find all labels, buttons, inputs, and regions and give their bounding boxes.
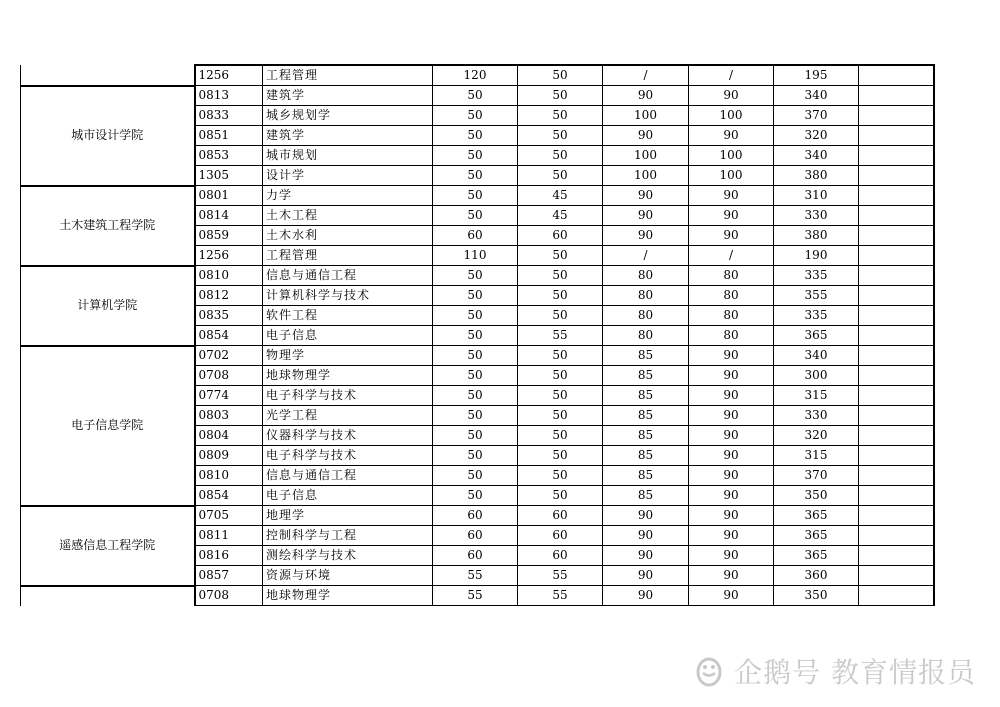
score-cell-1: 55 xyxy=(433,586,518,606)
total-cell: 195 xyxy=(774,65,859,86)
note-cell xyxy=(859,226,934,246)
score-cell-4: 90 xyxy=(689,366,774,386)
score-cell-4: 90 xyxy=(689,526,774,546)
score-cell-1: 50 xyxy=(433,286,518,306)
score-cell-1: 60 xyxy=(433,526,518,546)
score-cell-4: 90 xyxy=(689,226,774,246)
score-table xyxy=(20,64,935,606)
score-cell-2: 60 xyxy=(518,506,603,526)
score-cell-1: 60 xyxy=(433,546,518,566)
school-cell xyxy=(21,65,195,86)
score-cell-2: 50 xyxy=(518,266,603,286)
score-cell-3: 90 xyxy=(603,226,689,246)
score-cell-3: 80 xyxy=(603,286,689,306)
code-cell: 0813 xyxy=(195,86,263,106)
note-cell xyxy=(859,166,934,186)
note-cell xyxy=(859,106,934,126)
score-cell-1: 110 xyxy=(433,246,518,266)
score-cell-2: 50 xyxy=(518,386,603,406)
total-cell: 365 xyxy=(774,526,859,546)
code-cell: 1305 xyxy=(195,166,263,186)
code-cell: 0810 xyxy=(195,266,263,286)
total-cell: 315 xyxy=(774,446,859,466)
code-cell: 1256 xyxy=(195,246,263,266)
note-cell xyxy=(859,266,934,286)
score-cell-1: 60 xyxy=(433,226,518,246)
score-cell-2: 50 xyxy=(518,366,603,386)
score-cell-4: 90 xyxy=(689,86,774,106)
note-cell xyxy=(859,406,934,426)
code-cell: 0809 xyxy=(195,446,263,466)
note-cell xyxy=(859,366,934,386)
code-cell: 0803 xyxy=(195,406,263,426)
score-cell-2: 60 xyxy=(518,526,603,546)
score-cell-2: 45 xyxy=(518,206,603,226)
score-cell-4: 90 xyxy=(689,346,774,366)
note-cell xyxy=(859,306,934,326)
score-cell-4: 90 xyxy=(689,386,774,406)
score-cell-1: 50 xyxy=(433,386,518,406)
major-cell: 计算机科学与技术 xyxy=(263,286,433,306)
note-cell xyxy=(859,126,934,146)
score-cell-3: 90 xyxy=(603,546,689,566)
score-cell-4: 90 xyxy=(689,426,774,446)
score-cell-1: 50 xyxy=(433,186,518,206)
score-cell-1: 50 xyxy=(433,86,518,106)
score-cell-3: 90 xyxy=(603,126,689,146)
school-cell: 计算机学院 xyxy=(21,266,195,346)
note-cell xyxy=(859,466,934,486)
note-cell xyxy=(859,486,934,506)
code-cell: 1256 xyxy=(195,65,263,86)
note-cell xyxy=(859,65,934,86)
score-cell-1: 120 xyxy=(433,65,518,86)
table-row xyxy=(21,586,934,606)
note-cell xyxy=(859,386,934,406)
score-cell-4: 90 xyxy=(689,466,774,486)
major-cell: 光学工程 xyxy=(263,406,433,426)
code-cell: 0812 xyxy=(195,286,263,306)
school-cell: 土木建筑工程学院 xyxy=(21,186,195,266)
score-cell-3: 85 xyxy=(603,386,689,406)
score-cell-4: 80 xyxy=(689,266,774,286)
score-cell-3: 90 xyxy=(603,566,689,586)
score-cell-1: 50 xyxy=(433,106,518,126)
score-cell-3: 90 xyxy=(603,206,689,226)
score-cell-1: 50 xyxy=(433,326,518,346)
score-cell-3: 90 xyxy=(603,526,689,546)
score-cell-3: 100 xyxy=(603,166,689,186)
major-cell: 软件工程 xyxy=(263,306,433,326)
major-cell: 测绘科学与技术 xyxy=(263,546,433,566)
score-cell-2: 50 xyxy=(518,146,603,166)
code-cell: 0810 xyxy=(195,466,263,486)
score-cell-4: 90 xyxy=(689,186,774,206)
score-cell-4: 90 xyxy=(689,486,774,506)
major-cell: 仪器科学与技术 xyxy=(263,426,433,446)
major-cell: 土木工程 xyxy=(263,206,433,226)
total-cell: 335 xyxy=(774,306,859,326)
table-row xyxy=(21,266,934,286)
note-cell xyxy=(859,446,934,466)
code-cell: 0853 xyxy=(195,146,263,166)
major-cell: 城乡规划学 xyxy=(263,106,433,126)
code-cell: 0854 xyxy=(195,326,263,346)
table-body xyxy=(21,65,934,606)
note-cell xyxy=(859,586,934,606)
note-cell xyxy=(859,346,934,366)
major-cell: 电子科学与技术 xyxy=(263,446,433,466)
score-cell-1: 60 xyxy=(433,506,518,526)
score-cell-2: 50 xyxy=(518,246,603,266)
score-cell-2: 55 xyxy=(518,586,603,606)
code-cell: 0708 xyxy=(195,586,263,606)
score-cell-3: 85 xyxy=(603,466,689,486)
score-cell-1: 50 xyxy=(433,346,518,366)
note-cell xyxy=(859,506,934,526)
school-cell xyxy=(21,586,195,606)
score-cell-3: 85 xyxy=(603,446,689,466)
total-cell: 370 xyxy=(774,466,859,486)
score-cell-2: 50 xyxy=(518,65,603,86)
total-cell: 335 xyxy=(774,266,859,286)
total-cell: 340 xyxy=(774,86,859,106)
code-cell: 0835 xyxy=(195,306,263,326)
score-cell-3: / xyxy=(603,246,689,266)
note-cell xyxy=(859,426,934,446)
score-cell-1: 50 xyxy=(433,366,518,386)
watermark-text: 企鹅号 教育情报员 xyxy=(734,656,976,689)
score-cell-3: 80 xyxy=(603,306,689,326)
score-cell-4: 90 xyxy=(689,586,774,606)
total-cell: 370 xyxy=(774,106,859,126)
major-cell: 电子科学与技术 xyxy=(263,386,433,406)
score-cell-1: 50 xyxy=(433,266,518,286)
score-cell-2: 45 xyxy=(518,186,603,206)
score-cell-3: 85 xyxy=(603,486,689,506)
major-cell: 地球物理学 xyxy=(263,586,433,606)
score-cell-4: 100 xyxy=(689,166,774,186)
score-cell-3: 85 xyxy=(603,366,689,386)
score-cell-3: 90 xyxy=(603,506,689,526)
score-cell-4: / xyxy=(689,246,774,266)
score-cell-3: 90 xyxy=(603,86,689,106)
score-cell-2: 50 xyxy=(518,446,603,466)
total-cell: 365 xyxy=(774,546,859,566)
major-cell: 控制科学与工程 xyxy=(263,526,433,546)
score-cell-4: 90 xyxy=(689,206,774,226)
code-cell: 0854 xyxy=(195,486,263,506)
total-cell: 315 xyxy=(774,386,859,406)
note-cell xyxy=(859,546,934,566)
score-cell-3: 80 xyxy=(603,266,689,286)
score-cell-3: 85 xyxy=(603,346,689,366)
table-row xyxy=(21,346,934,366)
score-cell-3: 85 xyxy=(603,406,689,426)
total-cell: 310 xyxy=(774,186,859,206)
score-cell-2: 50 xyxy=(518,486,603,506)
score-cell-3: 85 xyxy=(603,426,689,446)
score-cell-4: 80 xyxy=(689,326,774,346)
score-cell-2: 55 xyxy=(518,326,603,346)
major-cell: 建筑学 xyxy=(263,126,433,146)
total-cell: 320 xyxy=(774,126,859,146)
total-cell: 360 xyxy=(774,566,859,586)
score-cell-4: / xyxy=(689,65,774,86)
score-cell-1: 50 xyxy=(433,426,518,446)
score-cell-2: 50 xyxy=(518,126,603,146)
score-cell-4: 90 xyxy=(689,546,774,566)
score-cell-3: / xyxy=(603,65,689,86)
major-cell: 建筑学 xyxy=(263,86,433,106)
code-cell: 0811 xyxy=(195,526,263,546)
total-cell: 330 xyxy=(774,206,859,226)
score-cell-2: 55 xyxy=(518,566,603,586)
score-cell-2: 60 xyxy=(518,546,603,566)
score-cell-4: 90 xyxy=(689,446,774,466)
code-cell: 0708 xyxy=(195,366,263,386)
code-cell: 0705 xyxy=(195,506,263,526)
score-cell-3: 80 xyxy=(603,326,689,346)
total-cell: 355 xyxy=(774,286,859,306)
score-cell-1: 50 xyxy=(433,206,518,226)
major-cell: 工程管理 xyxy=(263,246,433,266)
total-cell: 365 xyxy=(774,506,859,526)
score-cell-2: 50 xyxy=(518,466,603,486)
score-cell-1: 50 xyxy=(433,446,518,466)
score-cell-1: 50 xyxy=(433,126,518,146)
score-cell-4: 90 xyxy=(689,406,774,426)
total-cell: 340 xyxy=(774,146,859,166)
total-cell: 350 xyxy=(774,486,859,506)
code-cell: 0801 xyxy=(195,186,263,206)
code-cell: 0774 xyxy=(195,386,263,406)
total-cell: 300 xyxy=(774,366,859,386)
table-row xyxy=(21,65,934,86)
score-cell-4: 80 xyxy=(689,286,774,306)
score-cell-1: 50 xyxy=(433,146,518,166)
code-cell: 0857 xyxy=(195,566,263,586)
note-cell xyxy=(859,186,934,206)
major-cell: 物理学 xyxy=(263,346,433,366)
note-cell xyxy=(859,566,934,586)
code-cell: 0859 xyxy=(195,226,263,246)
score-cell-4: 90 xyxy=(689,506,774,526)
score-cell-1: 50 xyxy=(433,306,518,326)
score-cell-3: 100 xyxy=(603,106,689,126)
table-row xyxy=(21,86,934,106)
score-cell-2: 50 xyxy=(518,106,603,126)
table-row xyxy=(21,506,934,526)
score-cell-3: 100 xyxy=(603,146,689,166)
major-cell: 电子信息 xyxy=(263,486,433,506)
score-cell-2: 50 xyxy=(518,166,603,186)
score-cell-4: 100 xyxy=(689,146,774,166)
major-cell: 土木水利 xyxy=(263,226,433,246)
major-cell: 城市规划 xyxy=(263,146,433,166)
score-cell-2: 50 xyxy=(518,306,603,326)
score-cell-4: 90 xyxy=(689,126,774,146)
total-cell: 380 xyxy=(774,226,859,246)
major-cell: 工程管理 xyxy=(263,65,433,86)
total-cell: 365 xyxy=(774,326,859,346)
school-cell: 遥感信息工程学院 xyxy=(21,506,195,586)
total-cell: 190 xyxy=(774,246,859,266)
note-cell xyxy=(859,246,934,266)
major-cell: 设计学 xyxy=(263,166,433,186)
total-cell: 340 xyxy=(774,346,859,366)
watermark xyxy=(692,651,976,691)
score-cell-1: 55 xyxy=(433,566,518,586)
score-cell-3: 90 xyxy=(603,186,689,206)
score-cell-2: 50 xyxy=(518,86,603,106)
score-cell-1: 50 xyxy=(433,486,518,506)
score-cell-1: 50 xyxy=(433,406,518,426)
major-cell: 地球物理学 xyxy=(263,366,433,386)
score-cell-4: 100 xyxy=(689,106,774,126)
note-cell xyxy=(859,286,934,306)
table-row xyxy=(21,186,934,206)
code-cell: 0816 xyxy=(195,546,263,566)
score-cell-2: 50 xyxy=(518,406,603,426)
code-cell: 0851 xyxy=(195,126,263,146)
code-cell: 0814 xyxy=(195,206,263,226)
score-cell-4: 90 xyxy=(689,566,774,586)
school-cell: 电子信息学院 xyxy=(21,346,195,506)
major-cell: 电子信息 xyxy=(263,326,433,346)
code-cell: 0833 xyxy=(195,106,263,126)
total-cell: 330 xyxy=(774,406,859,426)
major-cell: 资源与环境 xyxy=(263,566,433,586)
total-cell: 320 xyxy=(774,426,859,446)
school-cell: 城市设计学院 xyxy=(21,86,195,186)
note-cell xyxy=(859,526,934,546)
score-cell-1: 50 xyxy=(433,466,518,486)
total-cell: 380 xyxy=(774,166,859,186)
score-cell-1: 50 xyxy=(433,166,518,186)
note-cell xyxy=(859,326,934,346)
major-cell: 地理学 xyxy=(263,506,433,526)
note-cell xyxy=(859,206,934,226)
major-cell: 信息与通信工程 xyxy=(263,466,433,486)
major-cell: 信息与通信工程 xyxy=(263,266,433,286)
score-cell-4: 80 xyxy=(689,306,774,326)
code-cell: 0702 xyxy=(195,346,263,366)
score-cell-3: 90 xyxy=(603,586,689,606)
total-cell: 350 xyxy=(774,586,859,606)
score-cell-2: 50 xyxy=(518,426,603,446)
note-cell xyxy=(859,146,934,166)
score-cell-2: 60 xyxy=(518,226,603,246)
note-cell xyxy=(859,86,934,106)
score-cell-2: 50 xyxy=(518,346,603,366)
penguin-logo-icon xyxy=(692,654,726,688)
score-cell-2: 50 xyxy=(518,286,603,306)
code-cell: 0804 xyxy=(195,426,263,446)
major-cell: 力学 xyxy=(263,186,433,206)
